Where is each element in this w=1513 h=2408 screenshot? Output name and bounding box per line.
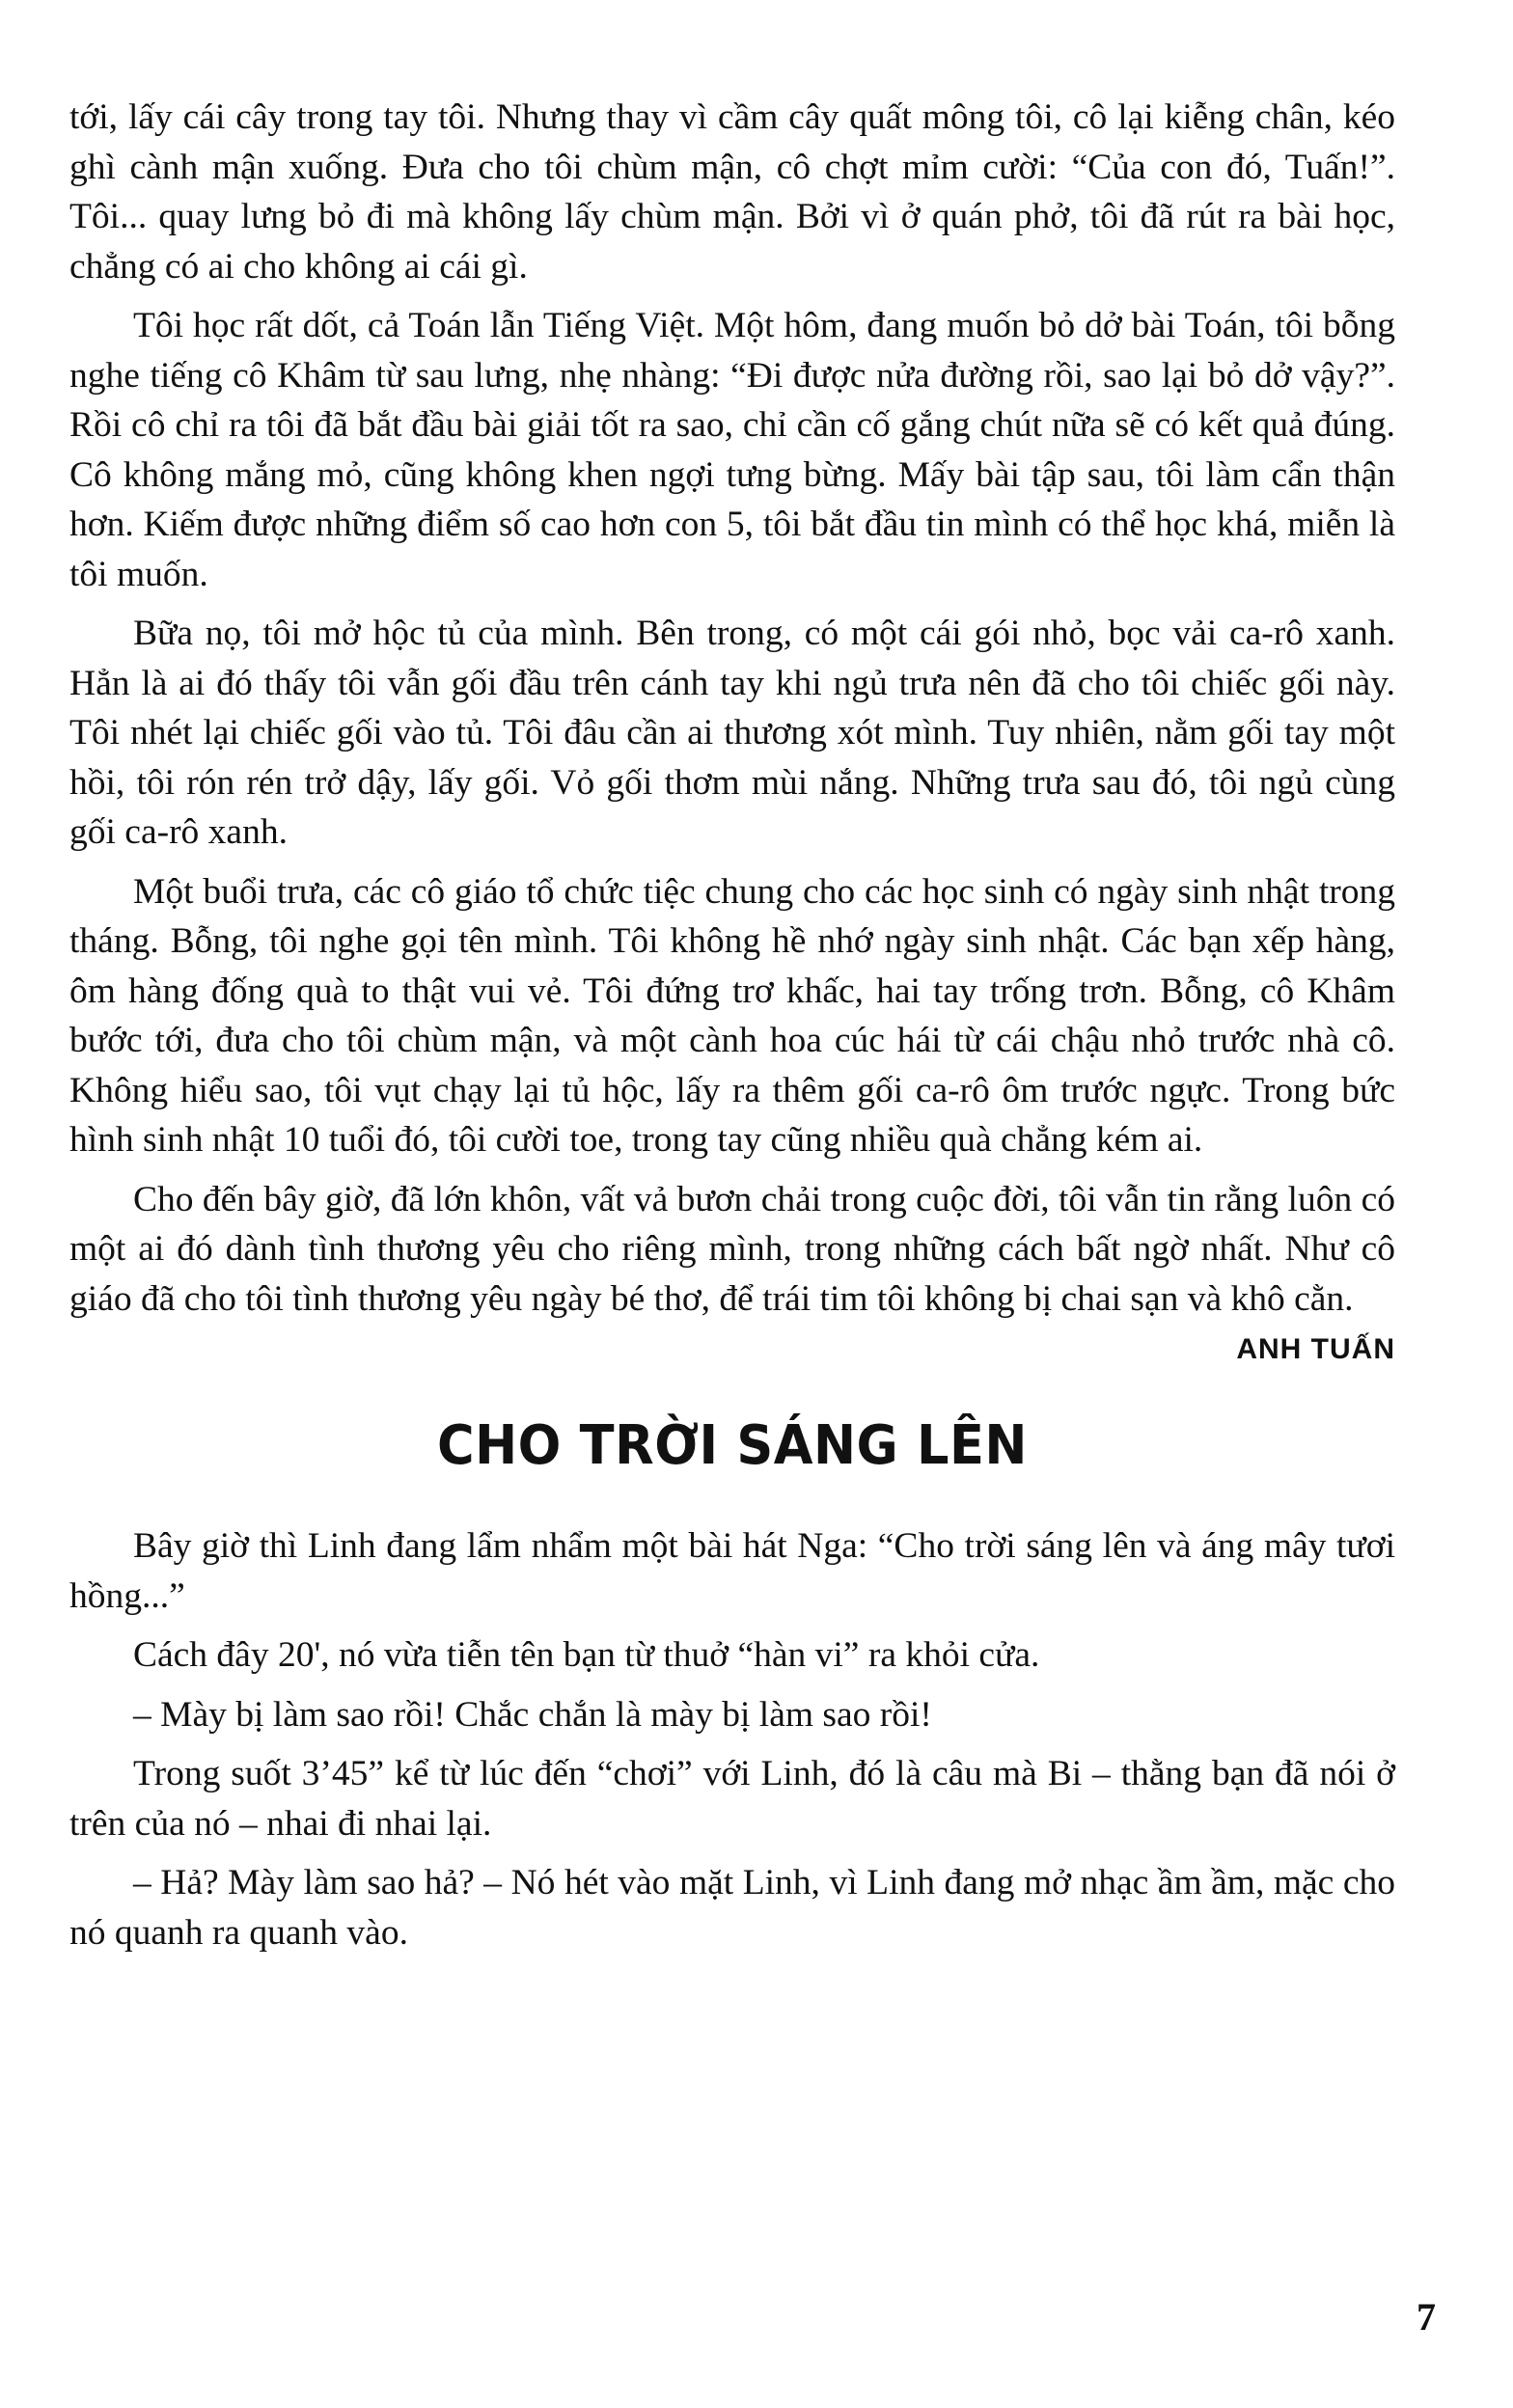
- book-page: [69, 93, 1395, 2389]
- author-signature: ANH TUẤN: [1236, 1333, 1395, 1365]
- story-paragraph-2: Cách đây 20', nó vừa tiễn tên bạn từ thuở “hàn vi” ra khỏi cửa.: [133, 1635, 1040, 1675]
- paragraph-4: Một buổi trưa, các cô giáo tổ chức tiệc chung cho các học sinh có ngày sinh nhật trong tháng. Bỗng, tôi nghe gọi tên mình. Tôi không hề nhớ ngày sinh nhật. Các bạn xếp hàng, ôm hàng đống quà to thật vui vẻ. Tôi đứng trơ khấc, hai tay trống trơn. Bỗng, cô Khâm bước tới, đưa cho tôi chùm mận, và một cành hoa cúc hái từ cái chậu nhỏ trước nhà cô. Không hiểu sao, tôi vụt chạy lại tủ hộc, lấy ra thêm gối ca-rô ôm trước ngực. Trong bức hình sinh nhật 10 tuổi đó, tôi cười toe, trong tay cũng nhiều quà chẳng kém ai.: [69, 871, 1395, 1160]
- paragraph-1: tới, lấy cái cây trong tay tôi. Nhưng thay vì cầm cây quất mông tôi, cô lại kiễng chân, kéo ghì cành mận xuống. Đưa cho tôi chùm mận, cô chợt mỉm cười: “Của con đó, Tuấn!”. Tôi... quay lưng bỏ đi mà không lấy chùm mận. Bởi vì ở quán phở, tôi đã rút ra bài học, chẳng có ai cho không ai cái gì.: [69, 97, 1395, 287]
- paragraph-3: Bữa nọ, tôi mở hộc tủ của mình. Bên trong, có một cái gói nhỏ, bọc vải ca-rô xanh. Hẳn là ai đó thấy tôi vẫn gối đầu trên cánh tay khi ngủ trưa nên đã cho tôi chiếc gối này. Tôi nhét lại chiếc gối vào tủ. Tôi đâu cần ai thương xót mình. Tuy nhiên, nằm gối tay một hồi, tôi rón rén trở dậy, lấy gối. Vỏ gối thơm mùi nắng. Những trưa sau đó, tôi ngủ cùng gối ca-rô xanh.: [69, 614, 1395, 852]
- story-paragraph-1: Bây giờ thì Linh đang lẩm nhẩm một bài hát Nga: “Cho trời sáng lên và áng mây tươi hồng...”: [69, 1526, 1395, 1616]
- story-paragraph-4: Trong suốt 3’45” kể từ lúc đến “chơi” với Linh, đó là câu mà Bi – thằng bạn đã nói ở trên của nó – nhai đi nhai lại.: [69, 1754, 1395, 1844]
- paragraph-2: Tôi học rất dốt, cả Toán lẫn Tiếng Việt. Một hôm, đang muốn bỏ dở bài Toán, tôi bỗng nghe tiếng cô Khâm từ sau lưng, nhẹ nhàng: “Đi được nửa đường rồi, sao lại bỏ dở vậy?”. Rồi cô chỉ ra tôi đã bắt đầu bài giải tốt ra sao, chỉ cần cố gắng chút nữa sẽ có kết quả đúng. Cô không mắng mỏ, cũng không khen ngợi tưng bừng. Mấy bài tập sau, tôi làm cẩn thận hơn. Kiếm được những điểm số cao hơn con 5, tôi bắt đầu tin mình có thể học khá, miễn là tôi muốn.: [69, 306, 1395, 594]
- paragraph-5: Cho đến bây giờ, đã lớn khôn, vất vả bươn chải trong cuộc đời, tôi vẫn tin rằng luôn có một ai đó dành tình thương yêu cho riêng mình, trong những cách bất ngờ nhất. Như cô giáo đã cho tôi tình thương yêu ngày bé thơ, để trái tim tôi không bị chai sạn và khô cằn.: [69, 1179, 1395, 1319]
- page-number: 7: [1417, 2295, 1436, 2339]
- story-heading: CHO TRỜI SÁNG LÊN: [437, 1414, 1028, 1477]
- story-paragraph-5: – Hả? Mày làm sao hả? – Nó hét vào mặt Linh, vì Linh đang mở nhạc ầm ầm, mặc cho nó quanh ra quanh vào.: [69, 1863, 1395, 1953]
- story-paragraph-3: – Mày bị làm sao rồi! Chắc chắn là mày bị làm sao rồi!: [133, 1694, 932, 1735]
